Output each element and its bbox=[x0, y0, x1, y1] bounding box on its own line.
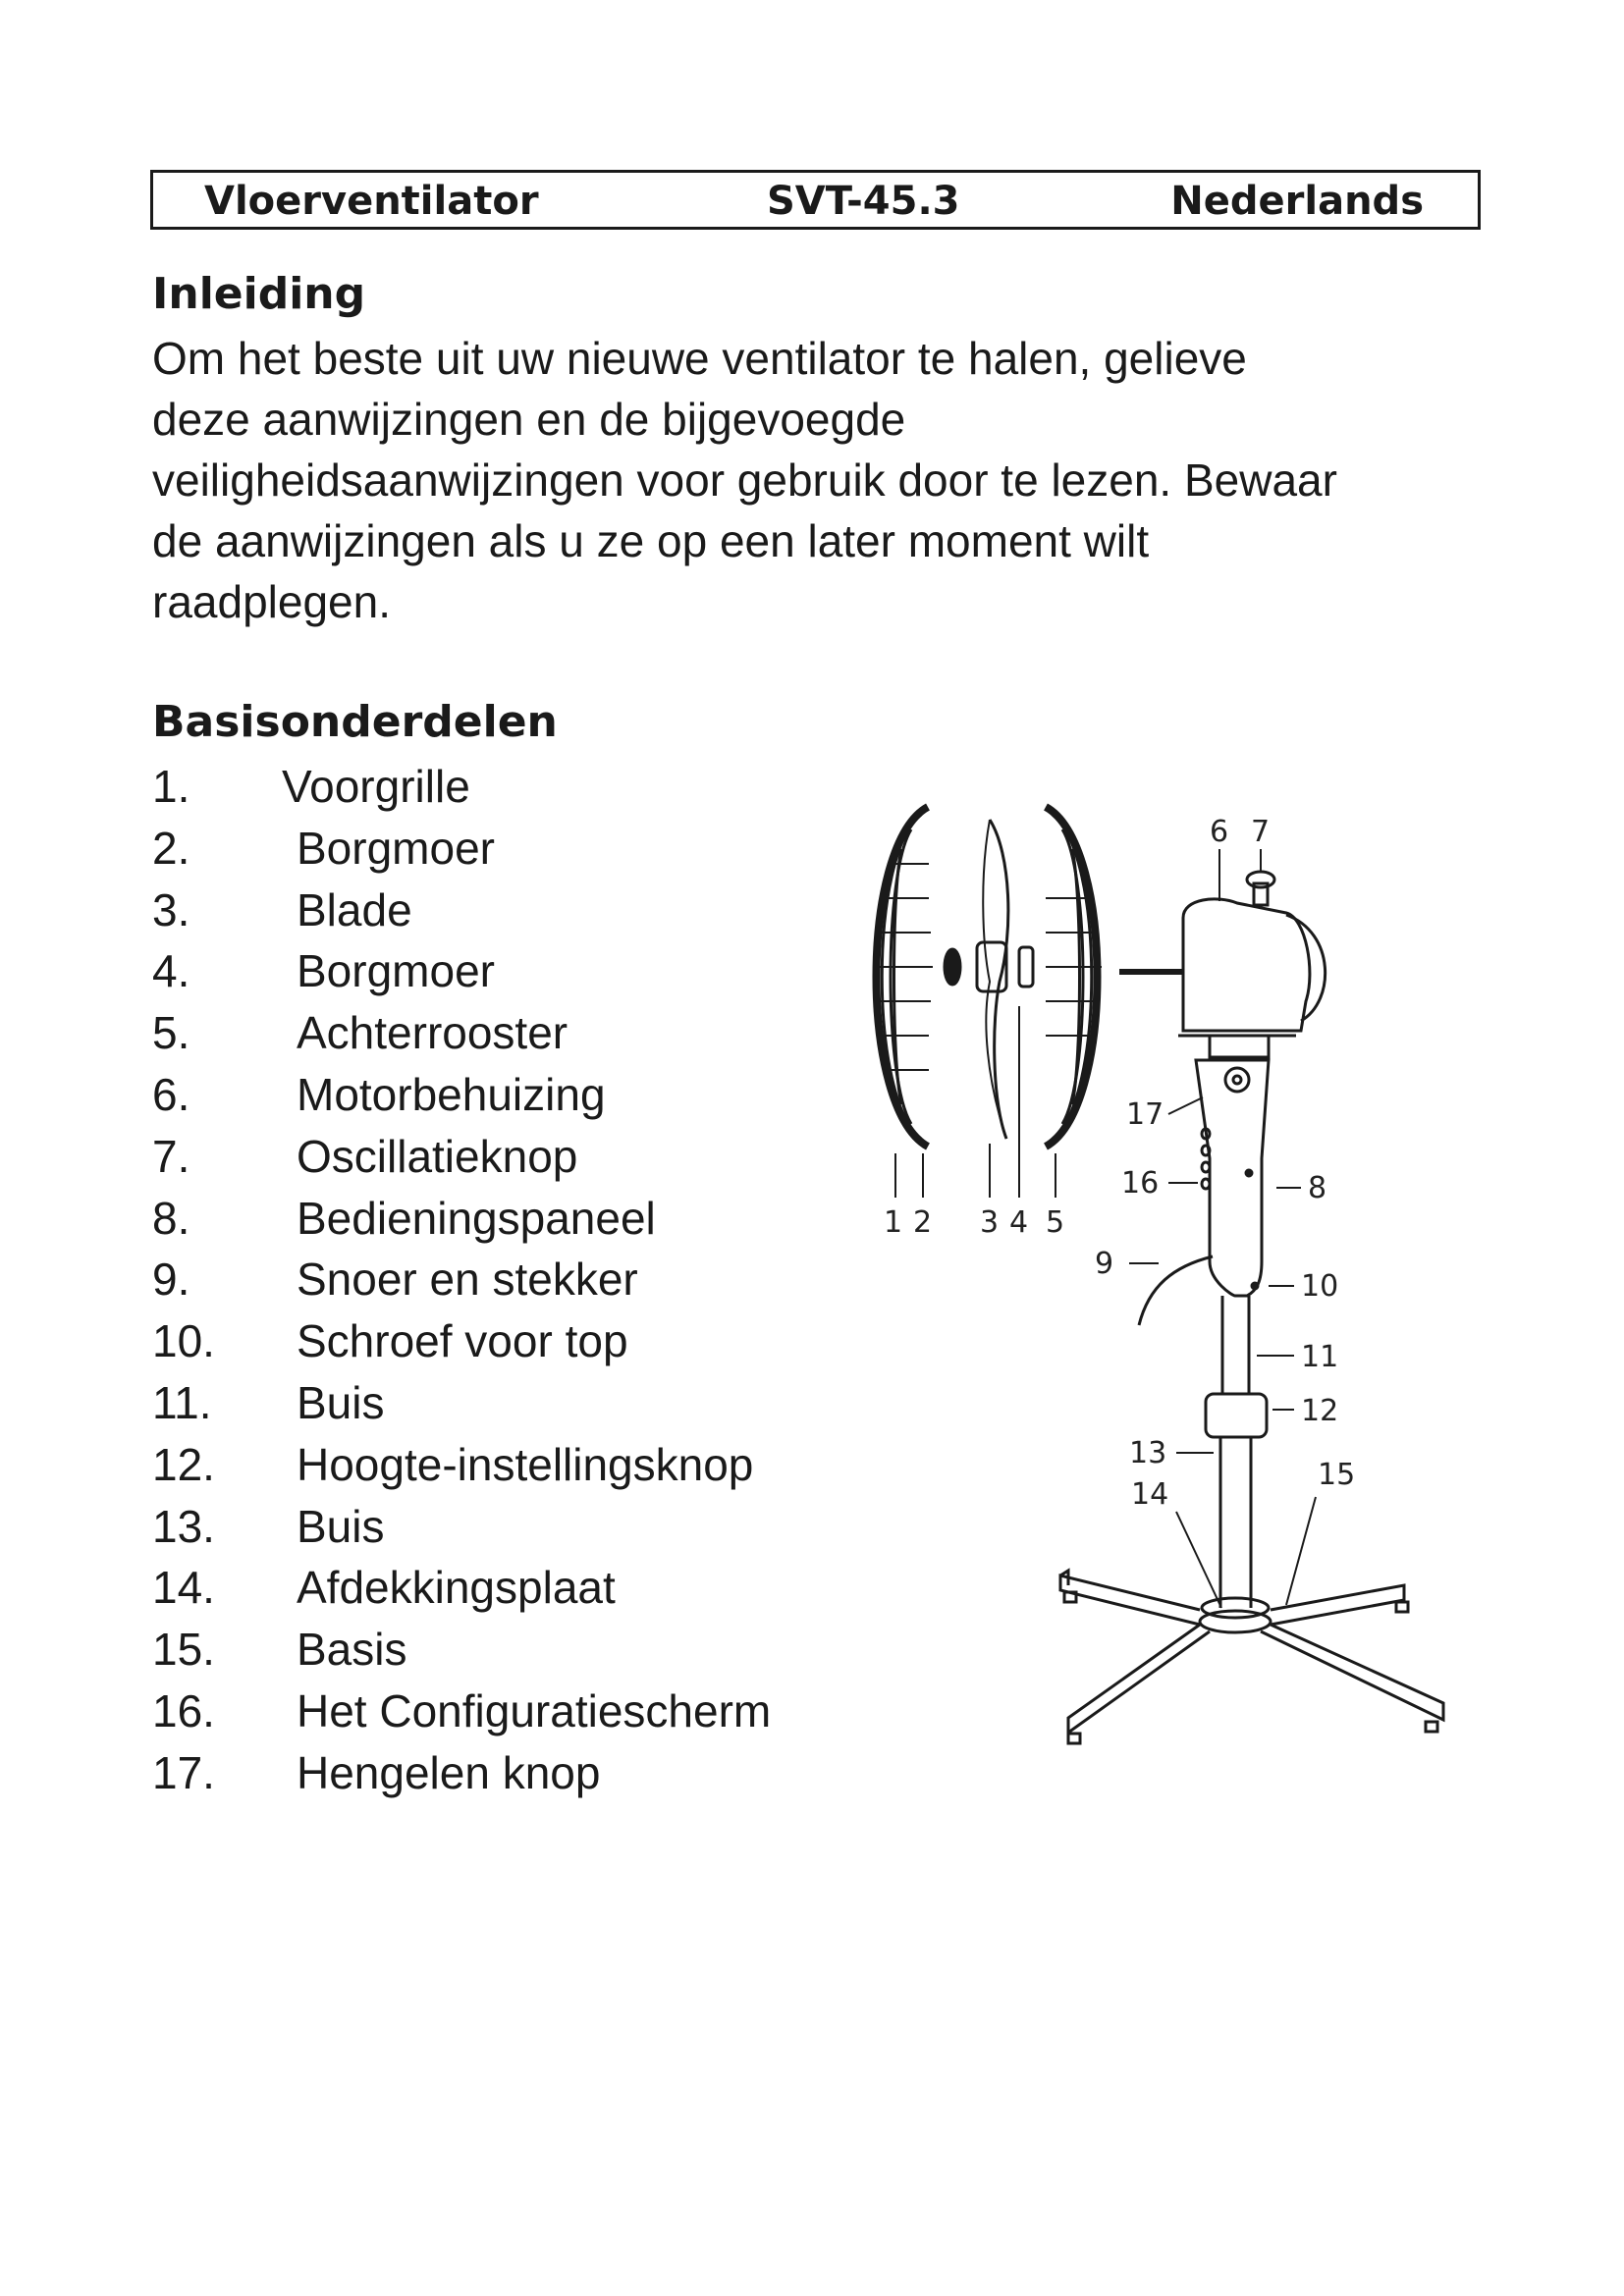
part-number: 8. bbox=[152, 1192, 190, 1244]
intro-paragraph bbox=[152, 328, 1527, 632]
callout-label: 16 bbox=[1121, 1166, 1160, 1201]
part-number: 6. bbox=[152, 1068, 190, 1120]
part-number: 16. bbox=[152, 1684, 215, 1736]
part-label: Hengelen knop bbox=[297, 1746, 601, 1798]
part-label: Bedieningspaneel bbox=[297, 1192, 656, 1244]
callout-label: 4 bbox=[1009, 1205, 1029, 1240]
intro-line: de aanwijzingen als u ze op een later moment wilt bbox=[152, 515, 1150, 566]
part-label: Blade bbox=[297, 883, 412, 935]
spinner-drawing bbox=[1019, 947, 1033, 987]
callout-label: 14 bbox=[1131, 1477, 1169, 1512]
part-number: 1. bbox=[152, 761, 190, 812]
part-number: 2. bbox=[152, 822, 190, 874]
cord-drawing bbox=[1139, 1256, 1213, 1325]
callout-label: 6 bbox=[1210, 815, 1229, 849]
callout-label: 7 bbox=[1251, 815, 1271, 849]
part-number: 11. bbox=[152, 1376, 212, 1428]
header-box bbox=[150, 170, 1481, 230]
part-number: 14. bbox=[152, 1562, 215, 1614]
intro-line: veiligheidsaanwijzingen voor gebruik door te lezen. Bewaar bbox=[152, 454, 1337, 506]
part-label: Oscillatieknop bbox=[297, 1130, 578, 1182]
callout-label: 1 bbox=[884, 1205, 903, 1240]
part-label: Achterrooster bbox=[297, 1007, 568, 1059]
callout-label: 5 bbox=[1046, 1205, 1065, 1240]
header-language: Nederlands bbox=[1170, 179, 1424, 224]
part-label: Borgmoer bbox=[297, 822, 495, 874]
part-label: Afdekkingsplaat bbox=[297, 1562, 616, 1614]
part-label: Het Configuratiescherm bbox=[297, 1684, 772, 1736]
part-label: Basis bbox=[297, 1624, 407, 1676]
part-number: 5. bbox=[152, 1007, 190, 1059]
lower-tube-drawing bbox=[1220, 1437, 1251, 1608]
intro-line: Om het beste uit uw nieuwe ventilator te halen, gelieve bbox=[152, 333, 1247, 384]
callout-label: 13 bbox=[1129, 1436, 1167, 1470]
height-knob-drawing bbox=[1206, 1394, 1267, 1437]
callout-label: 3 bbox=[980, 1205, 1000, 1240]
part-label: Borgmoer bbox=[297, 945, 495, 997]
front-grille-drawing bbox=[874, 807, 933, 1147]
part-number: 4. bbox=[152, 945, 190, 997]
intro-heading: Inleiding bbox=[152, 269, 366, 319]
control-column-drawing bbox=[1196, 1060, 1269, 1296]
lock-nut-drawing bbox=[945, 949, 960, 985]
callout-label: 2 bbox=[913, 1205, 933, 1240]
part-number: 15. bbox=[152, 1624, 215, 1676]
part-label: Schroef voor top bbox=[297, 1315, 628, 1367]
upper-tube-drawing bbox=[1222, 1296, 1249, 1394]
part-number: 13. bbox=[152, 1500, 215, 1552]
part-number: 7. bbox=[152, 1130, 190, 1182]
callout-labels bbox=[884, 815, 1355, 1512]
rear-grille-drawing bbox=[1046, 807, 1102, 1147]
part-number: 10. bbox=[152, 1315, 215, 1367]
part-label: Hoogte-instellingsknop bbox=[297, 1438, 754, 1490]
parts-heading: Basisonderdelen bbox=[152, 697, 558, 747]
callout-label: 8 bbox=[1308, 1171, 1327, 1205]
part-number: 9. bbox=[152, 1254, 190, 1306]
intro-line: raadplegen. bbox=[152, 576, 391, 627]
blade-drawing bbox=[977, 820, 1008, 1139]
part-label: Snoer en stekker bbox=[297, 1254, 638, 1306]
callout-label: 15 bbox=[1318, 1458, 1356, 1492]
header-model: SVT-45.3 bbox=[767, 179, 960, 224]
header-product: Vloerventilator bbox=[204, 179, 539, 224]
fan-diagram bbox=[844, 785, 1532, 1787]
callout-label: 12 bbox=[1301, 1394, 1339, 1428]
callout-label: 10 bbox=[1301, 1269, 1339, 1304]
part-number: 12. bbox=[152, 1438, 215, 1490]
part-label: Buis bbox=[297, 1376, 385, 1428]
intro-line: deze aanwijzingen en de bijgevoegde bbox=[152, 394, 906, 445]
part-label: Voorgrille bbox=[282, 761, 470, 812]
part-number: 17. bbox=[152, 1746, 215, 1798]
part-number: 3. bbox=[152, 883, 190, 935]
callout-label: 11 bbox=[1301, 1340, 1339, 1374]
part-label: Buis bbox=[297, 1500, 385, 1552]
oscillation-knob-drawing bbox=[1247, 872, 1274, 905]
callout-label: 17 bbox=[1126, 1097, 1164, 1132]
motor-housing-drawing bbox=[1119, 899, 1326, 1057]
callout-label: 9 bbox=[1095, 1247, 1114, 1281]
part-label: Motorbehuizing bbox=[297, 1068, 606, 1120]
